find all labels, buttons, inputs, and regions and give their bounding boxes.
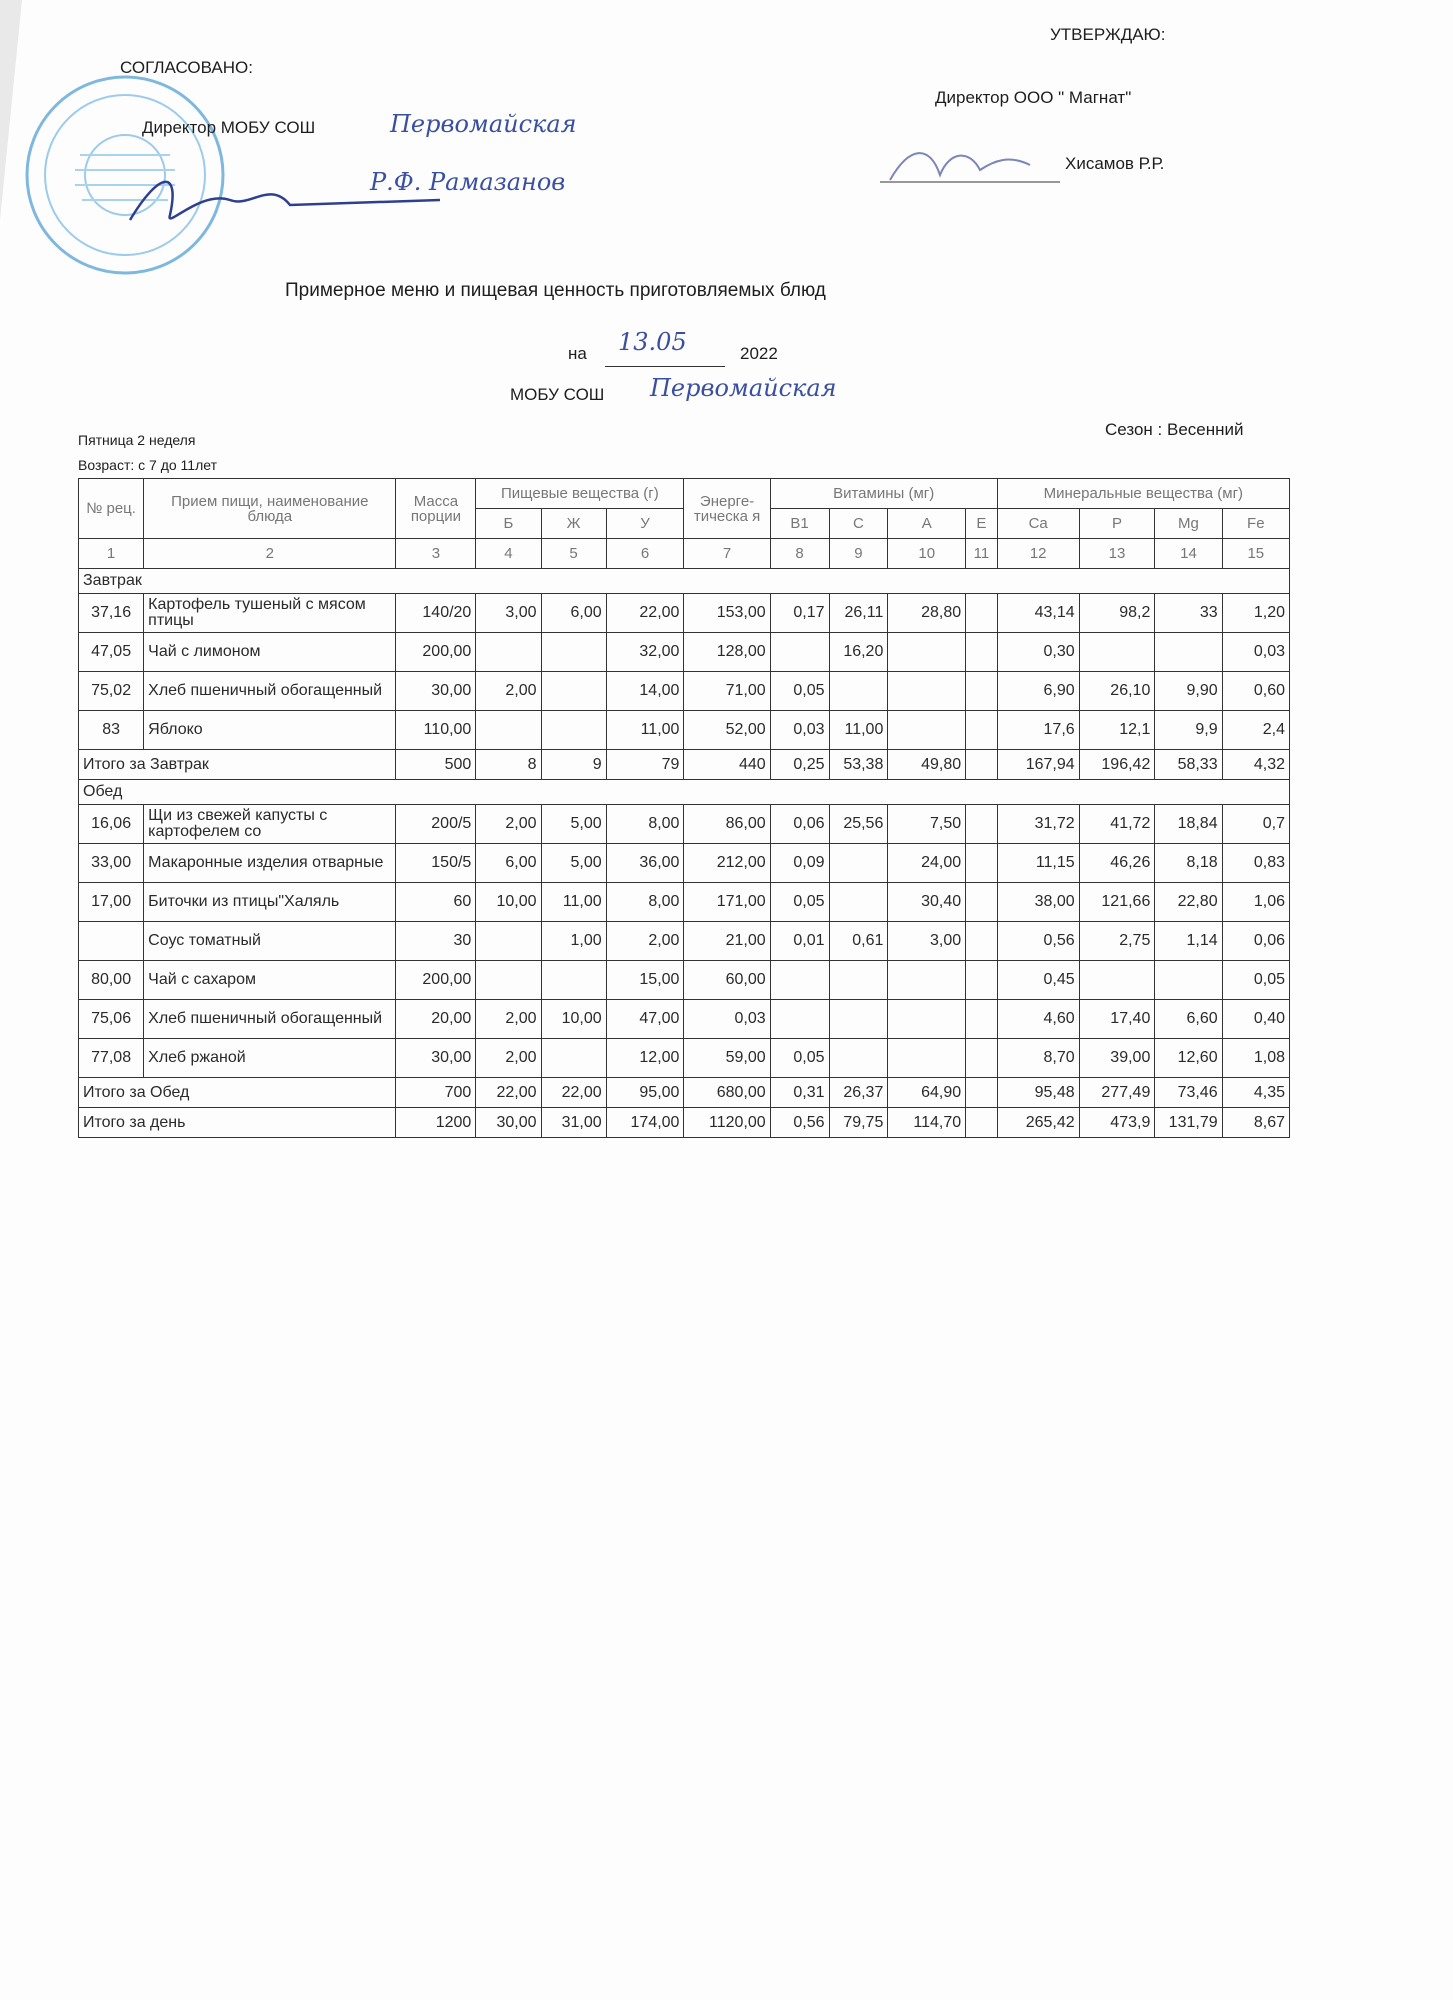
column-number: 15 bbox=[1222, 539, 1289, 569]
total-value: 196,42 bbox=[1079, 750, 1155, 780]
value-cell bbox=[966, 961, 998, 1000]
dish-name: Биточки из птицы"Халяль bbox=[144, 883, 396, 922]
value-cell: 10,00 bbox=[541, 1000, 606, 1039]
dish-name: Чай с сахаром bbox=[144, 961, 396, 1000]
value-cell: 71,00 bbox=[684, 672, 770, 711]
table-row bbox=[79, 633, 1290, 672]
value-cell: 15,00 bbox=[606, 961, 684, 1000]
total-value: 0,31 bbox=[770, 1078, 829, 1108]
recipe-number: 75,02 bbox=[79, 672, 144, 711]
recipe-number: 75,06 bbox=[79, 1000, 144, 1039]
value-cell: 60,00 bbox=[684, 961, 770, 1000]
value-cell: 47,00 bbox=[606, 1000, 684, 1039]
total-value: 265,42 bbox=[997, 1108, 1079, 1138]
value-cell bbox=[770, 633, 829, 672]
total-value bbox=[966, 1078, 998, 1108]
value-cell: 30,00 bbox=[396, 1039, 476, 1078]
age-group: Возраст: с 7 до 11лет bbox=[78, 457, 217, 473]
value-cell: 17,40 bbox=[1079, 1000, 1155, 1039]
value-cell: 38,00 bbox=[997, 883, 1079, 922]
value-cell: 200,00 bbox=[396, 961, 476, 1000]
recipe-number bbox=[79, 922, 144, 961]
table-row bbox=[79, 1039, 1290, 1078]
value-cell bbox=[966, 883, 998, 922]
value-cell: 153,00 bbox=[684, 594, 770, 633]
value-cell: 8,00 bbox=[606, 805, 684, 844]
col-header-mass: Масса порции bbox=[396, 479, 476, 539]
recipe-number: 17,00 bbox=[79, 883, 144, 922]
value-cell: 41,72 bbox=[1079, 805, 1155, 844]
section-row bbox=[79, 569, 1290, 594]
section-title: Завтрак bbox=[79, 569, 1290, 594]
value-cell: 0,03 bbox=[684, 1000, 770, 1039]
value-cell: 33 bbox=[1155, 594, 1222, 633]
value-cell: 26,11 bbox=[829, 594, 888, 633]
dish-name: Чай с лимоном bbox=[144, 633, 396, 672]
value-cell: 6,60 bbox=[1155, 1000, 1222, 1039]
value-cell bbox=[541, 672, 606, 711]
total-value: 8 bbox=[476, 750, 541, 780]
value-cell: 24,00 bbox=[888, 844, 966, 883]
value-cell: 0,09 bbox=[770, 844, 829, 883]
total-value bbox=[966, 750, 998, 780]
value-cell bbox=[476, 633, 541, 672]
value-cell: 5,00 bbox=[541, 805, 606, 844]
value-cell bbox=[888, 633, 966, 672]
value-cell: 0,06 bbox=[1222, 922, 1289, 961]
value-cell: 11,15 bbox=[997, 844, 1079, 883]
value-cell: 20,00 bbox=[396, 1000, 476, 1039]
total-value: 500 bbox=[396, 750, 476, 780]
value-cell: 1,06 bbox=[1222, 883, 1289, 922]
value-cell: 0,30 bbox=[997, 633, 1079, 672]
value-cell bbox=[541, 711, 606, 750]
value-cell bbox=[966, 1039, 998, 1078]
total-value: 49,80 bbox=[888, 750, 966, 780]
column-number: 5 bbox=[541, 539, 606, 569]
total-value: 22,00 bbox=[476, 1078, 541, 1108]
total-value: 64,90 bbox=[888, 1078, 966, 1108]
value-cell: 28,80 bbox=[888, 594, 966, 633]
value-cell: 30 bbox=[396, 922, 476, 961]
value-cell bbox=[1079, 961, 1155, 1000]
column-number: 2 bbox=[144, 539, 396, 569]
column-number: 11 bbox=[966, 539, 998, 569]
value-cell: 22,80 bbox=[1155, 883, 1222, 922]
table-row bbox=[79, 883, 1290, 922]
value-cell bbox=[829, 672, 888, 711]
value-cell: 98,2 bbox=[1079, 594, 1155, 633]
dish-name: Хлеб пшеничный обогащенный bbox=[144, 672, 396, 711]
value-cell: 26,10 bbox=[1079, 672, 1155, 711]
recipe-number: 80,00 bbox=[79, 961, 144, 1000]
value-cell: 110,00 bbox=[396, 711, 476, 750]
col-header-ca: Ca bbox=[997, 509, 1079, 539]
recipe-number: 33,00 bbox=[79, 844, 144, 883]
value-cell bbox=[770, 961, 829, 1000]
column-number: 12 bbox=[997, 539, 1079, 569]
col-header-p: P bbox=[1079, 509, 1155, 539]
value-cell: 140/20 bbox=[396, 594, 476, 633]
value-cell: 14,00 bbox=[606, 672, 684, 711]
value-cell bbox=[888, 711, 966, 750]
value-cell: 1,14 bbox=[1155, 922, 1222, 961]
value-cell: 18,84 bbox=[1155, 805, 1222, 844]
total-value: 1200 bbox=[396, 1108, 476, 1138]
col-header-b: Б bbox=[476, 509, 541, 539]
value-cell: 5,00 bbox=[541, 844, 606, 883]
value-cell: 1,08 bbox=[1222, 1039, 1289, 1078]
value-cell: 0,05 bbox=[770, 883, 829, 922]
value-cell bbox=[829, 844, 888, 883]
total-value: 680,00 bbox=[684, 1078, 770, 1108]
value-cell bbox=[1155, 961, 1222, 1000]
total-value: 8,67 bbox=[1222, 1108, 1289, 1138]
value-cell: 0,17 bbox=[770, 594, 829, 633]
value-cell bbox=[829, 1000, 888, 1039]
recipe-number: 37,16 bbox=[79, 594, 144, 633]
value-cell bbox=[888, 1000, 966, 1039]
dish-name: Картофель тушеный с мясом птицы bbox=[144, 594, 396, 633]
folded-corner bbox=[0, 0, 22, 220]
value-cell: 52,00 bbox=[684, 711, 770, 750]
recipe-number: 83 bbox=[79, 711, 144, 750]
value-cell: 200,00 bbox=[396, 633, 476, 672]
value-cell: 9,9 bbox=[1155, 711, 1222, 750]
dish-name: Макаронные изделия отварные bbox=[144, 844, 396, 883]
value-cell: 0,61 bbox=[829, 922, 888, 961]
value-cell: 6,00 bbox=[541, 594, 606, 633]
value-cell: 31,72 bbox=[997, 805, 1079, 844]
total-value: 473,9 bbox=[1079, 1108, 1155, 1138]
value-cell: 22,00 bbox=[606, 594, 684, 633]
table-row bbox=[79, 672, 1290, 711]
value-cell: 0,06 bbox=[770, 805, 829, 844]
value-cell: 2,00 bbox=[476, 672, 541, 711]
value-cell bbox=[476, 961, 541, 1000]
column-number: 8 bbox=[770, 539, 829, 569]
week-day: Пятница 2 неделя bbox=[78, 432, 196, 448]
right-position: Директор ООО " Магнат" bbox=[935, 88, 1132, 107]
value-cell: 0,05 bbox=[770, 1039, 829, 1078]
total-value: 9 bbox=[541, 750, 606, 780]
value-cell: 2,75 bbox=[1079, 922, 1155, 961]
total-value: 22,00 bbox=[541, 1078, 606, 1108]
total-value: 0,25 bbox=[770, 750, 829, 780]
date-year: 2022 bbox=[740, 344, 778, 363]
value-cell: 36,00 bbox=[606, 844, 684, 883]
value-cell: 9,90 bbox=[1155, 672, 1222, 711]
col-header-vitamins: Витамины (мг) bbox=[770, 479, 997, 509]
total-value: 1120,00 bbox=[684, 1108, 770, 1138]
total-value: 277,49 bbox=[1079, 1078, 1155, 1108]
menu-table bbox=[78, 478, 1290, 1138]
table-row bbox=[79, 594, 1290, 633]
value-cell: 2,00 bbox=[476, 1000, 541, 1039]
value-cell bbox=[1155, 633, 1222, 672]
school-handwritten: Первомайская bbox=[650, 374, 837, 402]
value-cell: 32,00 bbox=[606, 633, 684, 672]
column-number: 3 bbox=[396, 539, 476, 569]
value-cell: 0,60 bbox=[1222, 672, 1289, 711]
value-cell bbox=[888, 961, 966, 1000]
column-number: 10 bbox=[888, 539, 966, 569]
total-value: 53,38 bbox=[829, 750, 888, 780]
col-header-nutrients: Пищевые вещества (г) bbox=[476, 479, 684, 509]
value-cell: 2,00 bbox=[606, 922, 684, 961]
value-cell: 12,60 bbox=[1155, 1039, 1222, 1078]
value-cell: 0,83 bbox=[1222, 844, 1289, 883]
value-cell bbox=[1079, 633, 1155, 672]
total-label: Итого за день bbox=[79, 1108, 396, 1138]
recipe-number: 47,05 bbox=[79, 633, 144, 672]
total-value: 114,70 bbox=[888, 1108, 966, 1138]
value-cell: 1,00 bbox=[541, 922, 606, 961]
value-cell: 7,50 bbox=[888, 805, 966, 844]
column-number: 1 bbox=[79, 539, 144, 569]
dish-name: Хлеб ржаной bbox=[144, 1039, 396, 1078]
value-cell: 8,00 bbox=[606, 883, 684, 922]
table-row bbox=[79, 961, 1290, 1000]
approval-caption: СОГЛАСОВАНО: bbox=[120, 58, 253, 77]
value-cell bbox=[966, 711, 998, 750]
table-row bbox=[79, 805, 1290, 844]
value-cell bbox=[541, 961, 606, 1000]
col-header-meal: Прием пищи, наименование блюда bbox=[144, 479, 396, 539]
value-cell bbox=[966, 672, 998, 711]
value-cell: 0,05 bbox=[770, 672, 829, 711]
section-row bbox=[79, 780, 1290, 805]
value-cell: 86,00 bbox=[684, 805, 770, 844]
right-signature bbox=[880, 140, 1060, 190]
total-value: 4,32 bbox=[1222, 750, 1289, 780]
value-cell bbox=[966, 844, 998, 883]
col-header-a: A bbox=[888, 509, 966, 539]
value-cell: 39,00 bbox=[1079, 1039, 1155, 1078]
value-cell: 30,40 bbox=[888, 883, 966, 922]
value-cell bbox=[966, 594, 998, 633]
total-value: 73,46 bbox=[1155, 1078, 1222, 1108]
value-cell: 6,90 bbox=[997, 672, 1079, 711]
value-cell bbox=[888, 672, 966, 711]
col-header-mg: Mg bbox=[1155, 509, 1222, 539]
value-cell: 11,00 bbox=[829, 711, 888, 750]
table-row bbox=[79, 1000, 1290, 1039]
total-label: Итого за Обед bbox=[79, 1078, 396, 1108]
value-cell: 3,00 bbox=[888, 922, 966, 961]
value-cell bbox=[476, 922, 541, 961]
value-cell bbox=[829, 1039, 888, 1078]
value-cell: 171,00 bbox=[684, 883, 770, 922]
value-cell: 150/5 bbox=[396, 844, 476, 883]
dish-name: Соус томатный bbox=[144, 922, 396, 961]
column-number: 7 bbox=[684, 539, 770, 569]
total-value: 131,79 bbox=[1155, 1108, 1222, 1138]
column-number: 4 bbox=[476, 539, 541, 569]
value-cell bbox=[829, 961, 888, 1000]
value-cell: 0,45 bbox=[997, 961, 1079, 1000]
total-row bbox=[79, 750, 1290, 780]
total-value: 167,94 bbox=[997, 750, 1079, 780]
total-value: 31,00 bbox=[541, 1108, 606, 1138]
value-cell: 200/5 bbox=[396, 805, 476, 844]
dish-name: Щи из свежей капусты с картофелем со bbox=[144, 805, 396, 844]
value-cell: 12,00 bbox=[606, 1039, 684, 1078]
value-cell: 43,14 bbox=[997, 594, 1079, 633]
table-row bbox=[79, 922, 1290, 961]
value-cell: 21,00 bbox=[684, 922, 770, 961]
dish-name: Хлеб пшеничный обогащенный bbox=[144, 1000, 396, 1039]
value-cell: 0,01 bbox=[770, 922, 829, 961]
total-row bbox=[79, 1108, 1290, 1138]
column-number: 9 bbox=[829, 539, 888, 569]
value-cell: 16,20 bbox=[829, 633, 888, 672]
value-cell: 10,00 bbox=[476, 883, 541, 922]
total-value: 58,33 bbox=[1155, 750, 1222, 780]
value-cell: 8,18 bbox=[1155, 844, 1222, 883]
table-row bbox=[79, 711, 1290, 750]
table-row bbox=[79, 844, 1290, 883]
value-cell: 17,6 bbox=[997, 711, 1079, 750]
value-cell bbox=[829, 883, 888, 922]
approve-caption: УТВЕРЖДАЮ: bbox=[1050, 25, 1166, 44]
col-header-energy: Энерге-тическа я bbox=[684, 479, 770, 539]
total-row bbox=[79, 1078, 1290, 1108]
value-cell: 11,00 bbox=[606, 711, 684, 750]
value-cell: 11,00 bbox=[541, 883, 606, 922]
dish-name: Яблоко bbox=[144, 711, 396, 750]
total-value: 95,00 bbox=[606, 1078, 684, 1108]
date-underline bbox=[605, 366, 725, 367]
left-signature-name: Р.Ф. Рамазанов bbox=[370, 168, 566, 196]
value-cell: 25,56 bbox=[829, 805, 888, 844]
value-cell: 12,1 bbox=[1079, 711, 1155, 750]
col-header-e: E bbox=[966, 509, 998, 539]
school-prefix: МОБУ СОШ bbox=[510, 385, 605, 404]
value-cell: 59,00 bbox=[684, 1039, 770, 1078]
total-value: 440 bbox=[684, 750, 770, 780]
value-cell: 8,70 bbox=[997, 1039, 1079, 1078]
value-cell: 4,60 bbox=[997, 1000, 1079, 1039]
col-header-fe: Fe bbox=[1222, 509, 1289, 539]
value-cell: 0,03 bbox=[1222, 633, 1289, 672]
value-cell: 1,20 bbox=[1222, 594, 1289, 633]
recipe-number: 16,06 bbox=[79, 805, 144, 844]
value-cell: 128,00 bbox=[684, 633, 770, 672]
col-header-c: C bbox=[829, 509, 888, 539]
total-value: 79,75 bbox=[829, 1108, 888, 1138]
column-number: 13 bbox=[1079, 539, 1155, 569]
left-school-handwritten: Первомайская bbox=[390, 110, 577, 138]
date-prefix: на bbox=[568, 344, 587, 363]
column-numbers-row bbox=[79, 539, 1290, 569]
value-cell: 0,05 bbox=[1222, 961, 1289, 1000]
value-cell: 2,00 bbox=[476, 1039, 541, 1078]
document-title: Примерное меню и пищевая ценность приготовляемых блюд bbox=[285, 280, 826, 301]
value-cell: 60 bbox=[396, 883, 476, 922]
total-value: 0,56 bbox=[770, 1108, 829, 1138]
col-header-zh: Ж bbox=[541, 509, 606, 539]
value-cell: 2,4 bbox=[1222, 711, 1289, 750]
value-cell: 121,66 bbox=[1079, 883, 1155, 922]
value-cell bbox=[770, 1000, 829, 1039]
value-cell bbox=[888, 1039, 966, 1078]
value-cell: 0,56 bbox=[997, 922, 1079, 961]
value-cell bbox=[541, 1039, 606, 1078]
value-cell: 6,00 bbox=[476, 844, 541, 883]
value-cell: 212,00 bbox=[684, 844, 770, 883]
value-cell: 0,7 bbox=[1222, 805, 1289, 844]
total-label: Итого за Завтрак bbox=[79, 750, 396, 780]
col-header-num: № рец. bbox=[79, 479, 144, 539]
col-header-minerals: Минеральные вещества (мг) bbox=[997, 479, 1289, 509]
right-name: Хисамов Р.Р. bbox=[1065, 154, 1165, 173]
total-value: 174,00 bbox=[606, 1108, 684, 1138]
section-title: Обед bbox=[79, 780, 1290, 805]
left-position: Директор МОБУ СОШ bbox=[142, 118, 316, 137]
recipe-number: 77,08 bbox=[79, 1039, 144, 1078]
value-cell: 46,26 bbox=[1079, 844, 1155, 883]
col-header-u: У bbox=[606, 509, 684, 539]
column-number: 6 bbox=[606, 539, 684, 569]
value-cell bbox=[966, 633, 998, 672]
total-value: 26,37 bbox=[829, 1078, 888, 1108]
value-cell: 30,00 bbox=[396, 672, 476, 711]
value-cell: 0,03 bbox=[770, 711, 829, 750]
value-cell bbox=[541, 633, 606, 672]
column-number: 14 bbox=[1155, 539, 1222, 569]
value-cell bbox=[966, 922, 998, 961]
season: Сезон : Весенний bbox=[1105, 420, 1244, 439]
total-value: 95,48 bbox=[997, 1078, 1079, 1108]
value-cell: 3,00 bbox=[476, 594, 541, 633]
value-cell bbox=[966, 805, 998, 844]
col-header-b1: B1 bbox=[770, 509, 829, 539]
total-value: 79 bbox=[606, 750, 684, 780]
total-value: 700 bbox=[396, 1078, 476, 1108]
total-value: 30,00 bbox=[476, 1108, 541, 1138]
value-cell: 0,40 bbox=[1222, 1000, 1289, 1039]
value-cell bbox=[476, 711, 541, 750]
date-handwritten: 13.05 bbox=[618, 328, 687, 356]
value-cell: 2,00 bbox=[476, 805, 541, 844]
value-cell bbox=[966, 1000, 998, 1039]
total-value bbox=[966, 1108, 998, 1138]
total-value: 4,35 bbox=[1222, 1078, 1289, 1108]
